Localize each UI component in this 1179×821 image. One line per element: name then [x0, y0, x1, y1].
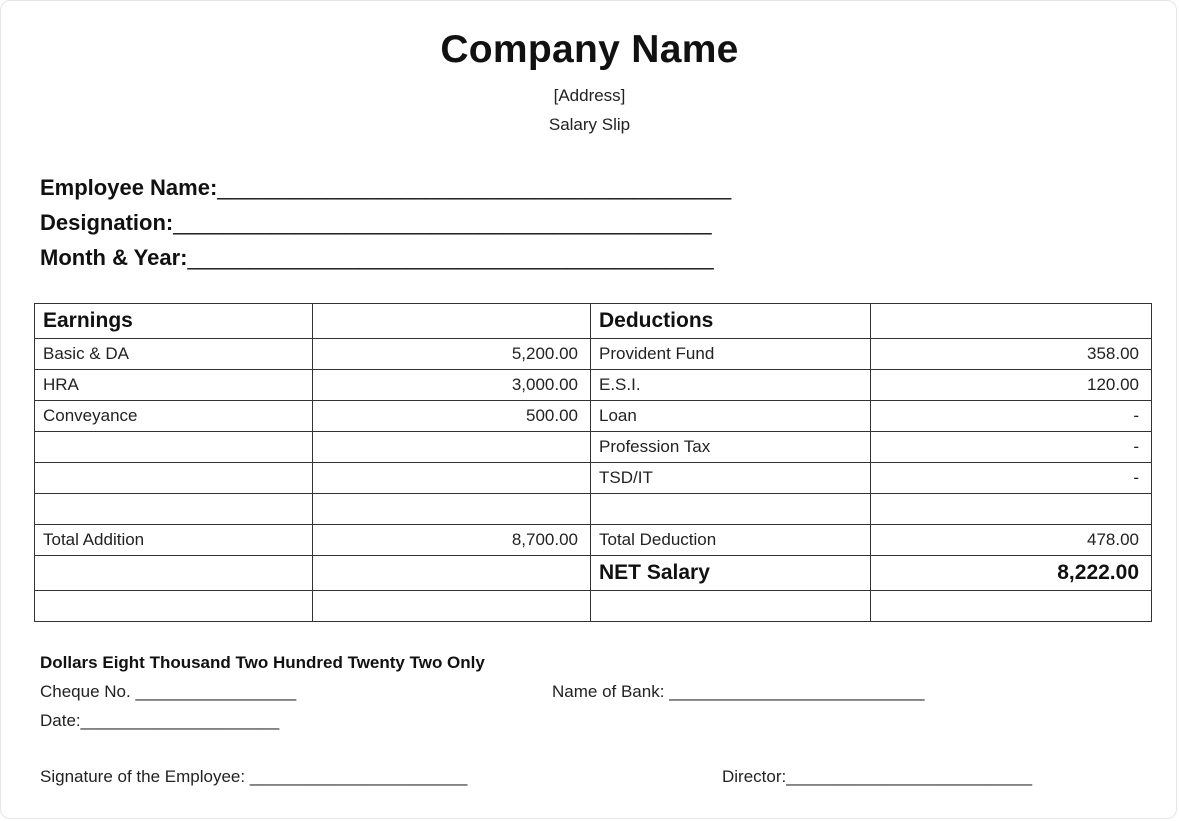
designation-line[interactable] — [40, 210, 712, 236]
empty-cell — [313, 556, 591, 591]
earnings-header: Earnings — [35, 304, 313, 339]
salary-table — [34, 303, 1152, 622]
deduction-amount: - — [871, 432, 1152, 463]
earning-amount — [313, 432, 591, 463]
earning-label — [35, 432, 313, 463]
table-row — [35, 401, 1152, 432]
earning-label: Basic & DA — [35, 339, 313, 370]
company-name: Company Name — [440, 28, 739, 71]
bank-label: Name of Bank: — [552, 682, 665, 701]
earning-label: HRA — [35, 370, 313, 401]
date-label: Date: — [40, 711, 81, 730]
earning-label: Conveyance — [35, 401, 313, 432]
deduction-amount: - — [871, 401, 1152, 432]
deduction-label: E.S.I. — [591, 370, 871, 401]
employee-name-line[interactable] — [40, 175, 731, 201]
employee-signature-line[interactable] — [40, 767, 467, 787]
cheque-field[interactable]: _________________ — [135, 682, 297, 701]
deductions-header: Deductions — [591, 304, 871, 339]
designation-field[interactable]: ____________________________________________ — [173, 210, 712, 235]
deduction-label: TSD/IT — [591, 463, 871, 494]
net-salary-value: 8,222.00 — [871, 556, 1152, 591]
date-field[interactable]: _____________________ — [80, 711, 280, 730]
deductions-amount-header — [871, 304, 1152, 339]
deduction-label — [591, 494, 871, 525]
bank-field[interactable]: ___________________________ — [669, 682, 925, 701]
table-header-row — [35, 304, 1152, 339]
deduction-label: Loan — [591, 401, 871, 432]
earnings-amount-header — [313, 304, 591, 339]
deduction-amount: 358.00 — [871, 339, 1152, 370]
total-addition-value: 8,700.00 — [313, 525, 591, 556]
empty-cell — [313, 591, 591, 622]
month-year-line[interactable] — [40, 245, 714, 271]
net-salary-label: NET Salary — [591, 556, 871, 591]
signature-label: Signature of the Employee: — [40, 767, 246, 786]
cheque-line[interactable] — [40, 682, 296, 702]
earning-amount — [313, 494, 591, 525]
earning-amount — [313, 463, 591, 494]
totals-row — [35, 525, 1152, 556]
empty-cell — [35, 591, 313, 622]
empty-cell — [591, 591, 871, 622]
company-address: [Address] — [553, 86, 626, 105]
month-year-field[interactable]: ___________________________________________ — [187, 245, 714, 270]
total-deduction-value: 478.00 — [871, 525, 1152, 556]
earning-amount: 5,200.00 — [313, 339, 591, 370]
table-row — [35, 463, 1152, 494]
table-row — [35, 432, 1152, 463]
deduction-amount: 120.00 — [871, 370, 1152, 401]
table-row — [35, 339, 1152, 370]
empty-cell — [871, 591, 1152, 622]
net-salary-row — [35, 556, 1152, 591]
table-row — [35, 370, 1152, 401]
employee-name-label: Employee Name: — [40, 175, 218, 200]
earning-amount: 500.00 — [313, 401, 591, 432]
deduction-amount: - — [871, 463, 1152, 494]
deduction-label: Provident Fund — [591, 339, 871, 370]
cheque-label: Cheque No. — [40, 682, 131, 701]
empty-cell — [35, 556, 313, 591]
earning-label — [35, 494, 313, 525]
total-addition-label: Total Addition — [35, 525, 313, 556]
total-deduction-label: Total Deduction — [591, 525, 871, 556]
table-row — [35, 494, 1152, 525]
deduction-label: Profession Tax — [591, 432, 871, 463]
director-field[interactable]: __________________________ — [786, 767, 1033, 786]
bank-line[interactable] — [552, 682, 924, 702]
earning-label — [35, 463, 313, 494]
month-year-label: Month & Year: — [40, 245, 188, 270]
date-line[interactable] — [40, 711, 279, 731]
director-label: Director: — [722, 767, 787, 786]
designation-label: Designation: — [40, 210, 174, 235]
signature-field[interactable]: _______________________ — [249, 767, 468, 786]
director-signature-line[interactable] — [722, 767, 1032, 787]
deduction-amount — [871, 494, 1152, 525]
earning-amount: 3,000.00 — [313, 370, 591, 401]
document-subtitle: Salary Slip — [548, 115, 631, 134]
amount-in-words: Dollars Eight Thousand Two Hundred Twenty Two Only — [40, 653, 485, 672]
blank-row — [35, 591, 1152, 622]
employee-name-field[interactable]: __________________________________________ — [217, 175, 732, 200]
